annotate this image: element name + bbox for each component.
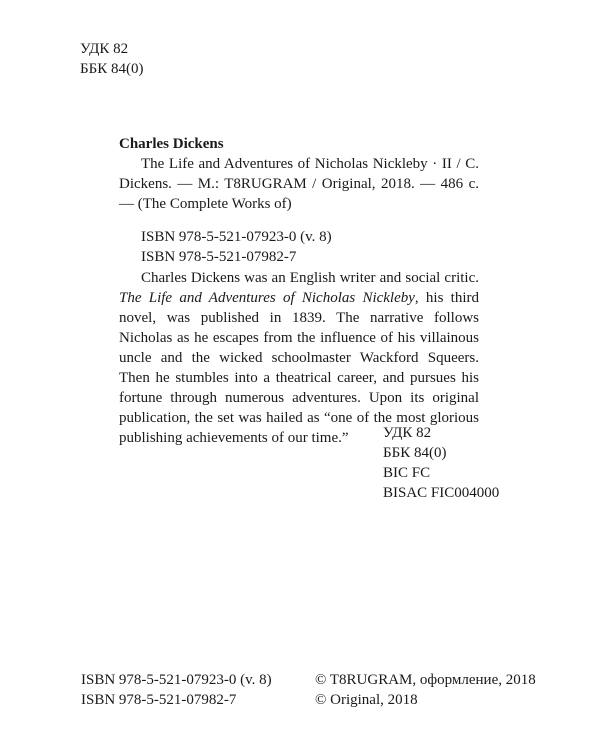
footer-copyrights (315, 670, 536, 710)
classification-codes (383, 423, 499, 503)
bibliographic-record (119, 134, 479, 267)
isbn-volume: ISBN 978-5-521-07923-0 (v. 8) (141, 229, 332, 245)
book-title: The Life and Adventures of Nicholas Nickleby (119, 290, 415, 306)
bisac-code: BISAC FIC004000 (383, 485, 500, 501)
author-heading: Charles Dickens (119, 136, 224, 152)
bbk-code: ББК 84(0) (383, 445, 447, 461)
bbk-code: ББК 84(0) (80, 61, 144, 77)
top-classification-codes (80, 39, 143, 79)
annotation-body: , his third novel, was published in 1839. The narrative follows Nicholas as he escapes from the influence of his villainous uncle and the wicked schoolmaster Wackford Squeers. Then he stumbles into a theatrical career, and pursues his fortune through numerous adventures. Upon its original publication, the set was hailed as “one of the most glorious publishing achievements of our time.” (119, 290, 479, 446)
isbn-set: ISBN 978-5-521-07982-7 (141, 249, 297, 265)
annotation-paragraph (119, 268, 479, 448)
isbn-list (119, 227, 479, 267)
annotation-intro: Charles Dickens was an English writer and social critic. (141, 270, 479, 286)
bic-code: BIC FC (383, 465, 431, 481)
footer-isbn-volume: ISBN 978-5-521-07923-0 (v. 8) (81, 672, 272, 688)
udk-code: УДК 82 (383, 425, 432, 441)
copyright-original: © Original, 2018 (315, 692, 418, 708)
copyright-design: © T8RUGRAM, оформление, 2018 (315, 672, 536, 688)
footer-isbns (81, 670, 272, 710)
bibliographic-description: The Life and Adventures of Nicholas Nickleby · II / C. Dickens. — M.: T8RUGRAM / Original, 2018. — 486 c. — (The Complete Works of) (119, 156, 479, 212)
udk-code: УДК 82 (80, 41, 129, 57)
footer-isbn-set: ISBN 978-5-521-07982-7 (81, 692, 237, 708)
